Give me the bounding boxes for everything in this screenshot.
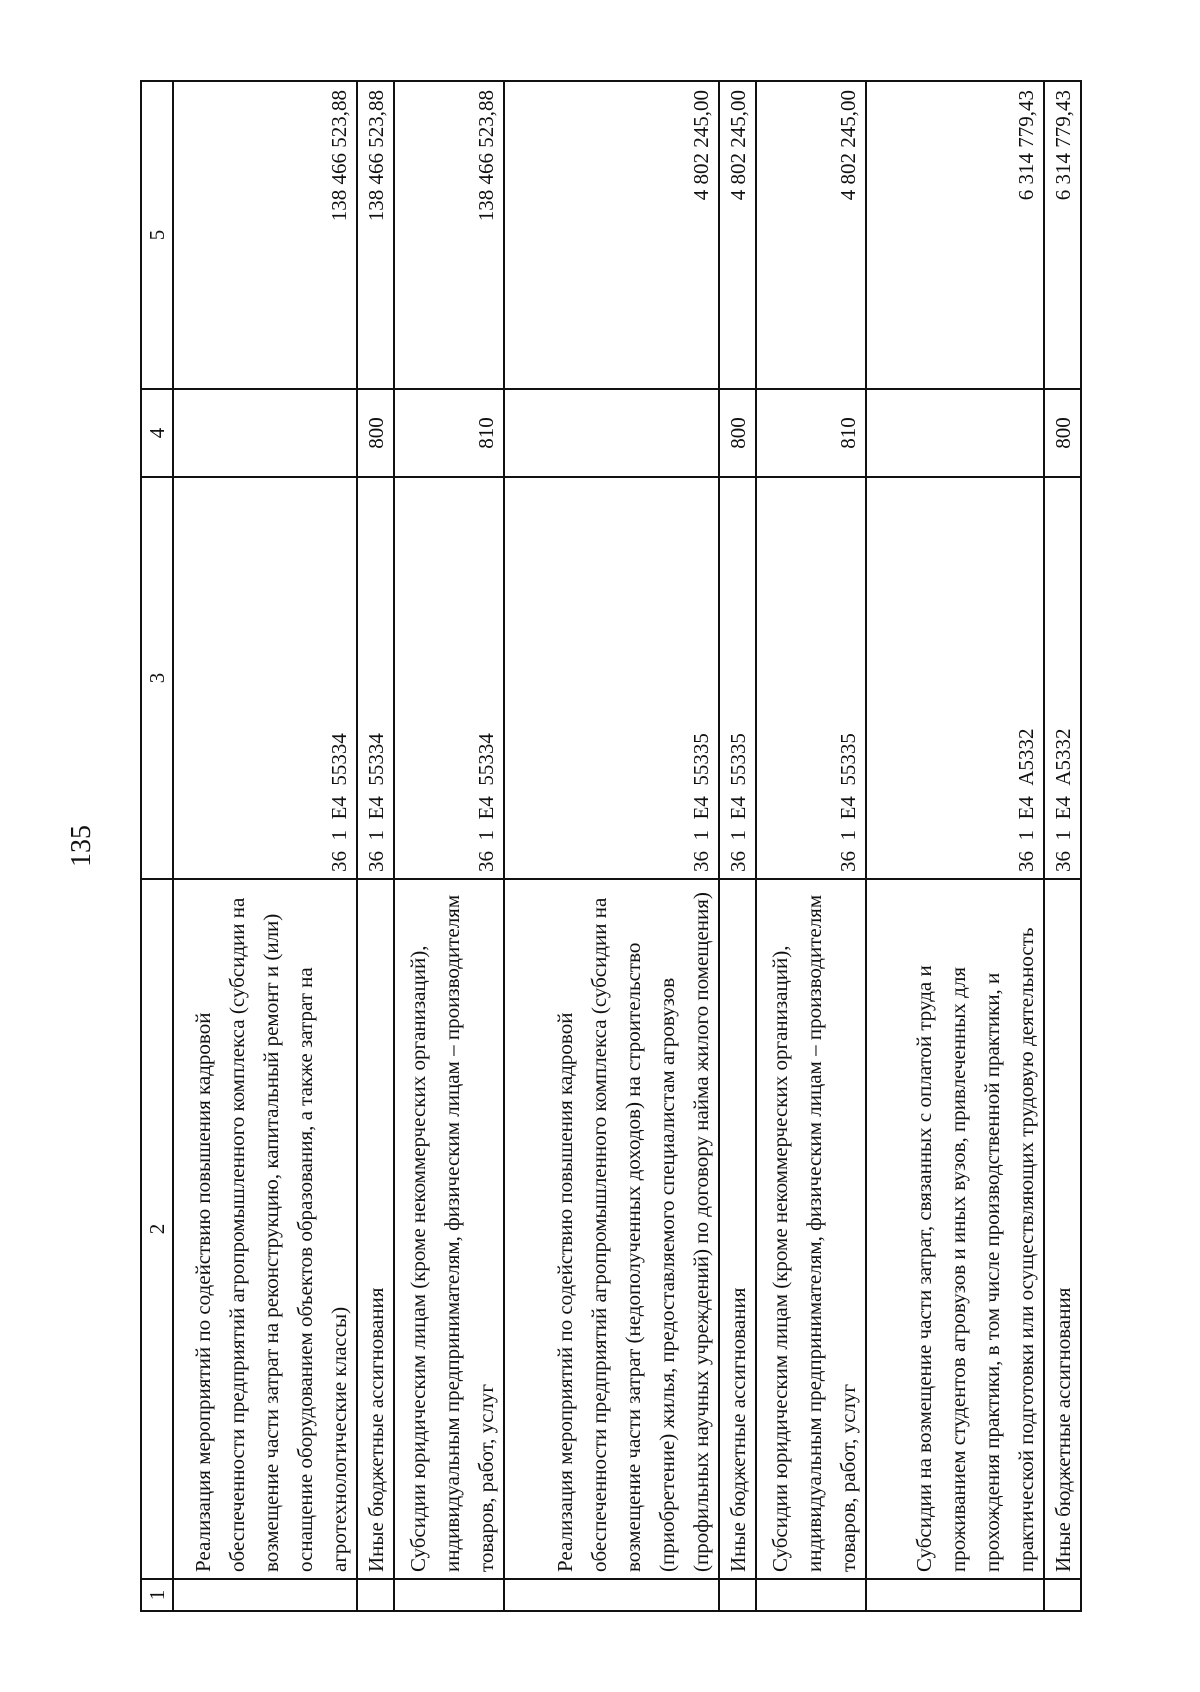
row-number-cell [394,1579,504,1611]
amount-cell: 4 802 245,00 [756,81,866,389]
type-cell [504,389,719,477]
type-cell [866,389,1044,477]
description-cell: Иные бюджетные ассигнования [719,879,756,1579]
description-cell: Субсидии юридическим лицам (кроме некоммерческих организаций), индивидуальным предпринимателям, физическим лицам – производителям товаров, работ, услуг [756,879,866,1579]
code-cell: 36 1 Е4 55335 [504,477,719,879]
col-header-2: 2 [141,879,173,1579]
col-header-3: 3 [141,477,173,879]
type-cell: 800 [357,389,394,477]
table-row [394,81,504,1611]
row-number-cell [1044,1579,1081,1611]
description-cell: Субсидии юридическим лицам (кроме некоммерческих организаций), индивидуальным предпринимателям, физическим лицам – производителям товаров, работ, услуг [394,879,504,1579]
type-cell: 800 [719,389,756,477]
type-cell: 810 [394,389,504,477]
row-number-cell [357,1579,394,1611]
code-cell: 36 1 Е4 55335 [719,477,756,879]
col-header-1: 1 [141,1579,173,1611]
table-row [504,81,719,1611]
code-cell: 36 1 Е4 55334 [394,477,504,879]
description-cell: Иные бюджетные ассигнования [357,879,394,1579]
table-row [173,81,357,1611]
table-row [719,81,756,1611]
code-cell: 36 1 Е4 55334 [173,477,357,879]
description-cell: Иные бюджетные ассигнования [1044,879,1081,1579]
table-row [866,81,1044,1611]
amount-cell: 4 802 245,00 [719,81,756,389]
col-header-4: 4 [141,389,173,477]
col-header-5: 5 [141,81,173,389]
description-cell: Субсидии на возмещение части затрат, связанных с оплатой труда и проживанием студентов агровузов и иных вузов, привлеченных для прохождения практики, в том числе производственной практики, и практической подготовки или осуществляющих трудовую деятельность [866,879,1044,1579]
row-number-cell [866,1579,1044,1611]
amount-cell: 138 466 523,88 [173,81,357,389]
budget-table [140,80,1082,1612]
amount-cell: 138 466 523,88 [357,81,394,389]
row-number-cell [504,1579,719,1611]
budget-table-rotated [140,82,1082,1612]
amount-cell: 6 314 779,43 [1044,81,1081,389]
header-row [141,81,173,1611]
description-cell: Реализация мероприятий по содействию повышения кадровой обеспеченности предприятий агропромышленного комплекса (субсидии на возмещение части затрат (недополученных доходов) на строительство (приобретение) жилья, предоставляемого специалистам агровузов (профильных научных учреждений) по договору найма жилого помещения) [504,879,719,1579]
page-number: 135 [66,825,97,867]
code-cell: 36 1 Е4 55334 [357,477,394,879]
row-number-cell [719,1579,756,1611]
row-number-cell [173,1579,357,1611]
description-cell: Реализация мероприятий по содействию повышения кадровой обеспеченности предприятий агропромышленного комплекса (субсидии на возмещение части затрат на реконструкцию, капитальный ремонт и (или) оснащение оборудованием объектов образования, а также затрат на агротехнологические классы) [173,879,357,1579]
code-cell: 36 1 Е4 55335 [756,477,866,879]
code-cell: 36 1 Е4 А5332 [1044,477,1081,879]
type-cell: 810 [756,389,866,477]
amount-cell: 6 314 779,43 [866,81,1044,389]
type-cell [173,389,357,477]
table-row [756,81,866,1611]
code-cell: 36 1 Е4 А5332 [866,477,1044,879]
amount-cell: 4 802 245,00 [504,81,719,389]
table-row [1044,81,1081,1611]
table-row [357,81,394,1611]
type-cell: 800 [1044,389,1081,477]
amount-cell: 138 466 523,88 [394,81,504,389]
row-number-cell [756,1579,866,1611]
